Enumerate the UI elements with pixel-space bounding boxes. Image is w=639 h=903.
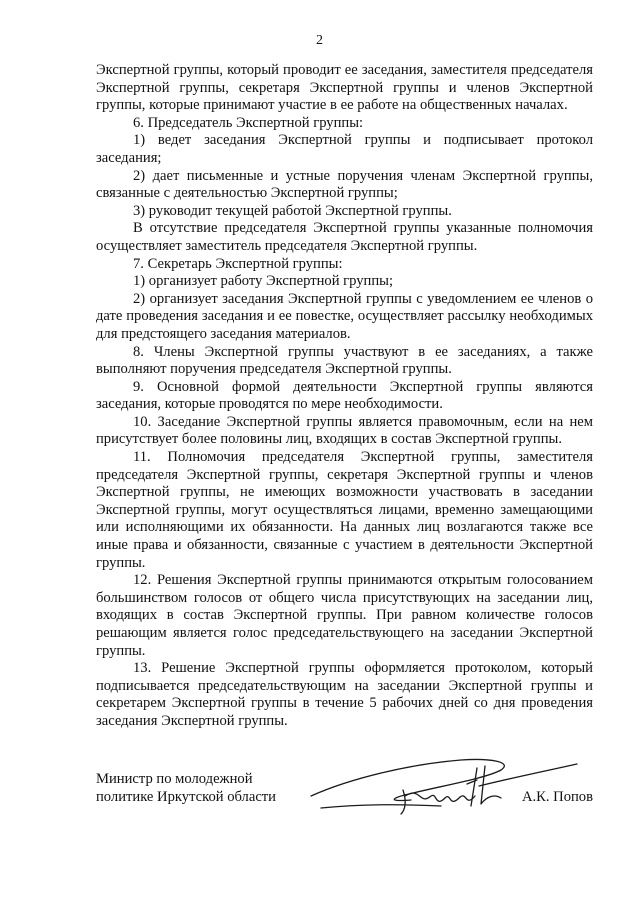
paragraph: 6. Председатель Экспертной группы: xyxy=(133,114,364,131)
paragraph: 8. Члены Экспертной группы участвуют в ее заседаниях, а также выполняют поручения председателя Экспертной группы. xyxy=(96,343,593,378)
document-body xyxy=(96,62,593,731)
paragraph: 7. Секретарь Экспертной группы: xyxy=(133,255,343,272)
signature-block xyxy=(96,770,593,830)
paragraph: 12. Решения Экспертной группы принимаются открытым голосованием большинством голосов от общего числа присутствующих на заседании лиц, входящих в состав Экспертной группы. При равном количестве голосов решающим является голос председательствующего на заседании Экспертной группы. xyxy=(96,572,593,659)
paragraph: 11. Полномочия председателя Экспертной группы, заместителя председателя Экспертной группы, секретаря Экспертной группы и членов Экспертной группы, не имеющих возможности участвовать в заседании Экспертной группы, могут осуществляться лицами, временно замещающими или исполняющими их обязанности. На данных лиц возлагаются также все иные права и обязанности, связанные с участием в деятельности Экспертной группы. xyxy=(96,449,593,571)
paragraph: 1) ведет заседания Экспертной группы и подписывает протокол заседания; xyxy=(96,132,593,166)
page-number: 2 xyxy=(316,33,323,48)
paragraph: 10. Заседание Экспертной группы является правомочным, если на нем присутствует более половины лиц, входящих в состав Экспертной группы. xyxy=(96,413,593,448)
paragraph: 2) дает письменные и устные поручения членам Экспертной группы, связанные с деятельностью Экспертной группы; xyxy=(96,167,593,202)
handwritten-signature xyxy=(291,750,591,820)
paragraph: 3) руководит текущей работой Экспертной группы. xyxy=(133,202,452,219)
signatory-name: А.К. Попов xyxy=(521,789,593,805)
signatory-title-line: политике Иркутской области xyxy=(96,789,276,805)
paragraph: 9. Основной формой деятельности Экспертной группы являются заседания, которые проводятся по мере необходимости. xyxy=(96,378,593,413)
paragraph: Экспертной группы, который проводит ее заседания, заместителя председателя Экспертной группы, секретаря Экспертной группы и членов Экспертной группы, которые принимают участие в ее работе на общественных началах. xyxy=(96,62,593,114)
signatory-title-line: Министр по молодежной xyxy=(96,771,253,787)
signatory-title xyxy=(96,770,276,806)
paragraph: 1) организует работу Экспертной группы; xyxy=(133,273,394,290)
paragraph: В отсутствие председателя Экспертной группы указанные полномочия осуществляет заместитель председателя Экспертной группы. xyxy=(96,220,593,254)
paragraph: 2) организует заседания Экспертной группы с уведомлением ее членов о дате проведения заседания и ее повестке, осуществляет рассылку необходимых для предстоящего заседания материалов. xyxy=(96,290,593,342)
paragraph: 13. Решение Экспертной группы оформляется протоколом, который подписывается председательствующим на заседании Экспертной группы и секретарем Экспертной группы в течение 5 рабочих дней со дня проведения заседания Экспертной группы. xyxy=(96,660,593,729)
